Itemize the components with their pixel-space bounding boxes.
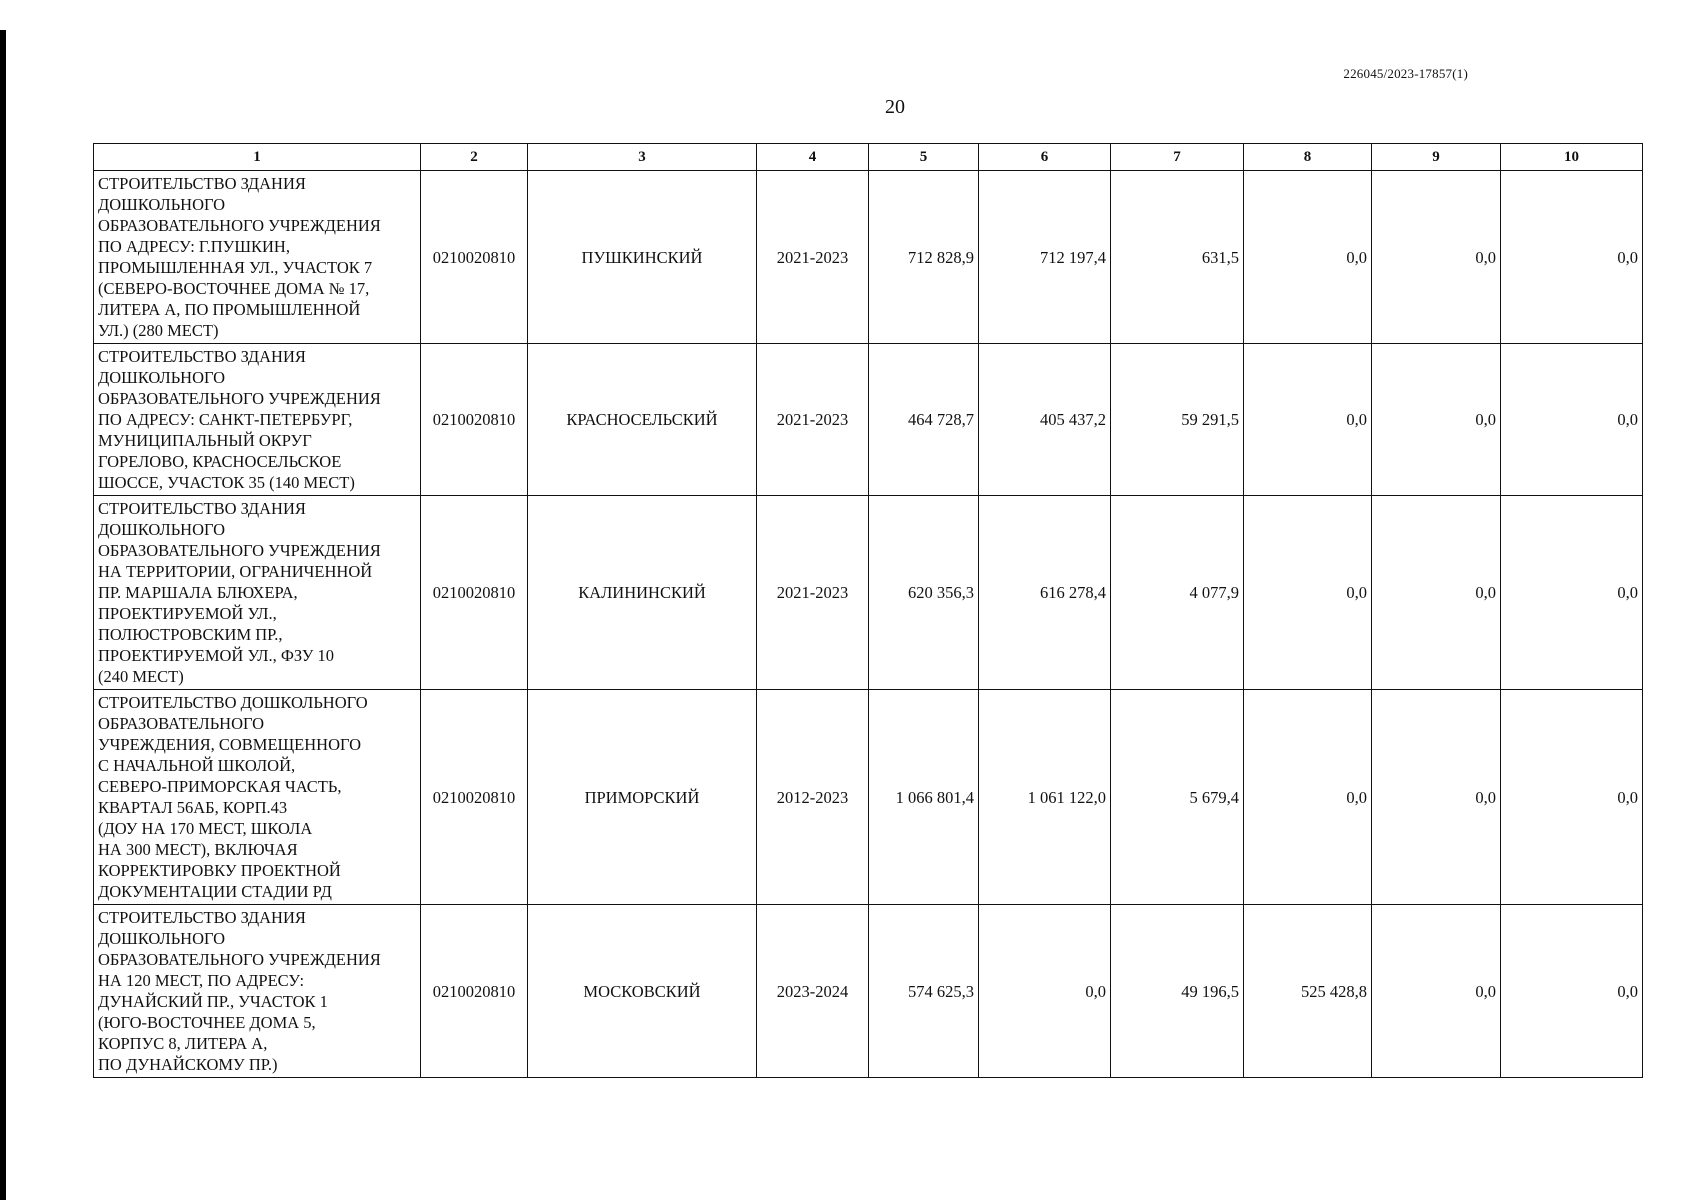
period-cell: 2021-2023 — [757, 171, 869, 344]
district-cell: ПРИМОРСКИЙ — [528, 690, 757, 905]
district-cell: КРАСНОСЕЛЬСКИЙ — [528, 344, 757, 496]
object-name-cell: СТРОИТЕЛЬСТВО ЗДАНИЯ ДОШКОЛЬНОГО ОБРАЗОВАТЕЛЬНОГО УЧРЕЖДЕНИЯ ПО АДРЕСУ: Г.ПУШКИН, ПРОМЫШЛЕННАЯ УЛ., УЧАСТОК 7 (СЕВЕРО-ВОСТОЧНЕЕ ДОМА № 17, ЛИТЕРА А, ПО ПРОМЫШЛЕННОЙ УЛ.) (280 МЕСТ) — [94, 171, 421, 344]
column-header-8: 8 — [1244, 144, 1372, 171]
scan-edge — [0, 30, 6, 1200]
budget-code-cell: 0210020810 — [421, 344, 528, 496]
value-cell-col8: 0,0 — [1244, 344, 1372, 496]
budget-code-cell: 0210020810 — [421, 496, 528, 690]
value-cell-col10: 0,0 — [1501, 690, 1643, 905]
value-cell-col9: 0,0 — [1372, 171, 1501, 344]
period-cell: 2021-2023 — [757, 496, 869, 690]
value-cell-col8: 525 428,8 — [1244, 905, 1372, 1078]
column-header-10: 10 — [1501, 144, 1643, 171]
value-cell-col6: 405 437,2 — [979, 344, 1111, 496]
value-cell-col7: 59 291,5 — [1111, 344, 1244, 496]
value-cell-col6: 1 061 122,0 — [979, 690, 1111, 905]
table-row — [94, 690, 1643, 905]
period-cell: 2023-2024 — [757, 905, 869, 1078]
value-cell-col8: 0,0 — [1244, 496, 1372, 690]
column-header-4: 4 — [757, 144, 869, 171]
value-cell-col10: 0,0 — [1501, 171, 1643, 344]
value-cell-col9: 0,0 — [1372, 905, 1501, 1078]
column-header-9: 9 — [1372, 144, 1501, 171]
value-cell-col5: 1 066 801,4 — [869, 690, 979, 905]
object-name-cell: СТРОИТЕЛЬСТВО ЗДАНИЯ ДОШКОЛЬНОГО ОБРАЗОВАТЕЛЬНОГО УЧРЕЖДЕНИЯ НА ТЕРРИТОРИИ, ОГРАНИЧЕННОЙ ПР. МАРШАЛА БЛЮХЕРА, ПРОЕКТИРУЕМОЙ УЛ., ПОЛЮСТРОВСКИМ ПР., ПРОЕКТИРУЕМОЙ УЛ., ФЗУ 10 (240 МЕСТ) — [94, 496, 421, 690]
column-number-row — [94, 144, 1643, 171]
period-cell: 2012-2023 — [757, 690, 869, 905]
value-cell-col7: 5 679,4 — [1111, 690, 1244, 905]
column-header-3: 3 — [528, 144, 757, 171]
budget-code-cell: 0210020810 — [421, 905, 528, 1078]
object-name-cell: СТРОИТЕЛЬСТВО ЗДАНИЯ ДОШКОЛЬНОГО ОБРАЗОВАТЕЛЬНОГО УЧРЕЖДЕНИЯ ПО АДРЕСУ: САНКТ-ПЕТЕРБУРГ, МУНИЦИПАЛЬНЫЙ ОКРУГ ГОРЕЛОВО, КРАСНОСЕЛЬСКОЕ ШОССЕ, УЧАСТОК 35 (140 МЕСТ) — [94, 344, 421, 496]
table-row — [94, 905, 1643, 1078]
value-cell-col7: 631,5 — [1111, 171, 1244, 344]
value-cell-col9: 0,0 — [1372, 496, 1501, 690]
value-cell-col8: 0,0 — [1244, 171, 1372, 344]
investment-program-table — [93, 143, 1643, 1078]
page-number: 20 — [885, 96, 905, 118]
value-cell-col6: 0,0 — [979, 905, 1111, 1078]
table-row — [94, 496, 1643, 690]
budget-code-cell: 0210020810 — [421, 690, 528, 905]
object-name-cell: СТРОИТЕЛЬСТВО ДОШКОЛЬНОГО ОБРАЗОВАТЕЛЬНОГО УЧРЕЖДЕНИЯ, СОВМЕЩЕННОГО С НАЧАЛЬНОЙ ШКОЛОЙ, СЕВЕРО-ПРИМОРСКАЯ ЧАСТЬ, КВАРТАЛ 56АБ, КОРП.43 (ДОУ НА 170 МЕСТ, ШКОЛА НА 300 МЕСТ), ВКЛЮЧАЯ КОРРЕКТИРОВКУ ПРОЕКТНОЙ ДОКУМЕНТАЦИИ СТАДИИ РД — [94, 690, 421, 905]
column-header-1: 1 — [94, 144, 421, 171]
value-cell-col10: 0,0 — [1501, 905, 1643, 1078]
value-cell-col6: 616 278,4 — [979, 496, 1111, 690]
value-cell-col5: 712 828,9 — [869, 171, 979, 344]
value-cell-col10: 0,0 — [1501, 496, 1643, 690]
district-cell: МОСКОВСКИЙ — [528, 905, 757, 1078]
table-row — [94, 344, 1643, 496]
value-cell-col5: 620 356,3 — [869, 496, 979, 690]
district-cell: ПУШКИНСКИЙ — [528, 171, 757, 344]
budget-code-cell: 0210020810 — [421, 171, 528, 344]
value-cell-col7: 49 196,5 — [1111, 905, 1244, 1078]
value-cell-col9: 0,0 — [1372, 690, 1501, 905]
district-cell: КАЛИНИНСКИЙ — [528, 496, 757, 690]
column-header-5: 5 — [869, 144, 979, 171]
value-cell-col5: 464 728,7 — [869, 344, 979, 496]
object-name-cell: СТРОИТЕЛЬСТВО ЗДАНИЯ ДОШКОЛЬНОГО ОБРАЗОВАТЕЛЬНОГО УЧРЕЖДЕНИЯ НА 120 МЕСТ, ПО АДРЕСУ: ДУНАЙСКИЙ ПР., УЧАСТОК 1 (ЮГО-ВОСТОЧНЕЕ ДОМА 5, КОРПУС 8, ЛИТЕРА А, ПО ДУНАЙСКОМУ ПР.) — [94, 905, 421, 1078]
period-cell: 2021-2023 — [757, 344, 869, 496]
value-cell-col10: 0,0 — [1501, 344, 1643, 496]
column-header-6: 6 — [979, 144, 1111, 171]
value-cell-col8: 0,0 — [1244, 690, 1372, 905]
column-header-7: 7 — [1111, 144, 1244, 171]
document-id: 226045/2023-17857(1) — [1343, 66, 1468, 81]
column-header-2: 2 — [421, 144, 528, 171]
value-cell-col5: 574 625,3 — [869, 905, 979, 1078]
table-row — [94, 171, 1643, 344]
value-cell-col6: 712 197,4 — [979, 171, 1111, 344]
table-body — [94, 171, 1643, 1078]
value-cell-col9: 0,0 — [1372, 344, 1501, 496]
value-cell-col7: 4 077,9 — [1111, 496, 1244, 690]
